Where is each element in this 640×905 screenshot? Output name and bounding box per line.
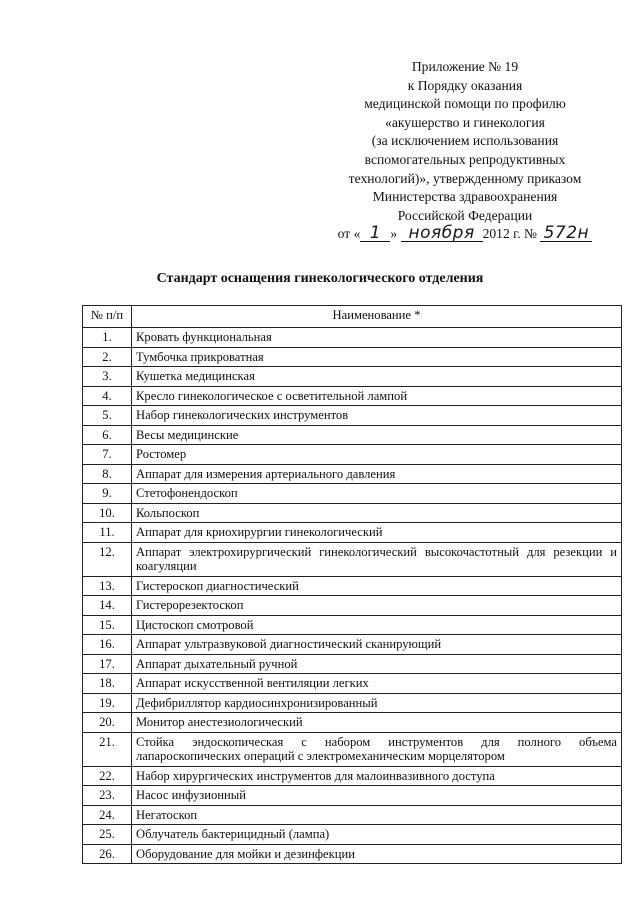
row-number: 10. [83,503,132,523]
row-number: 3. [83,367,132,387]
table-row [83,576,622,596]
year-text: 2012 г. № [482,226,537,242]
document-title: Стандарт оснащения гинекологического отделения [156,271,484,286]
row-number: 7. [83,445,132,465]
appendix-line: к Порядку оказания [407,77,523,93]
row-number: 17. [83,654,132,674]
row-name: Дефибриллятор кардиосинхронизированный [132,693,622,713]
table-row [83,615,622,635]
handwritten-order-number: 572н [540,225,592,242]
table-row [83,635,622,655]
date-mid: » [390,226,398,242]
handwritten-day: 1 [360,225,390,242]
row-number: 1. [83,328,132,348]
row-number: 8. [83,464,132,484]
appendix-line: Российской Федерации [397,207,533,223]
table-row [83,484,622,504]
equipment-table [82,305,622,864]
row-name: Гистерорезектоскоп [132,596,622,616]
row-name: Оборудование для мойки и дезинфекции [132,844,622,864]
table-row [83,596,622,616]
row-name: Аппарат дыхательный ручной [132,654,622,674]
date-prefix: от « [337,226,361,242]
row-number: 14. [83,596,132,616]
row-number: 15. [83,615,132,635]
row-name: Аппарат для криохирургии гинекологический [132,523,622,543]
row-number: 12. [83,542,132,576]
row-number: 6. [83,425,132,445]
table-row [83,406,622,426]
table-body [83,328,622,864]
row-number: 13. [83,576,132,596]
row-number: 25. [83,825,132,845]
table-row [83,367,622,387]
row-name: Аппарат электрохирургический гинекологический высокочастотный для резекции и коагуляции [132,542,622,576]
row-number: 5. [83,406,132,426]
row-name: Облучатель бактерицидный (лампа) [132,825,622,845]
appendix-line: технологий)», утвержденному приказом [348,170,582,186]
handwritten-month: ноября [401,225,483,242]
table-row [83,693,622,713]
row-number: 19. [83,693,132,713]
table-row [83,674,622,694]
appendix-line: Приложение № 19 [411,59,519,74]
table-row [83,328,622,348]
row-name: Кольпоскоп [132,503,622,523]
table-row [83,542,622,576]
row-number: 26. [83,844,132,864]
table-row [83,805,622,825]
row-name: Гистероскоп диагностический [132,576,622,596]
row-name: Цистоскоп смотровой [132,615,622,635]
row-name: Набор гинекологических инструментов [132,406,622,426]
row-name: Кушетка медицинская [132,367,622,387]
appendix-header [300,58,630,244]
row-number: 2. [83,347,132,367]
table-row [83,766,622,786]
table-row [83,425,622,445]
row-name: Насос инфузионный [132,786,622,806]
row-name: Ростомер [132,445,622,465]
appendix-line: «акушерство и гинекология [385,114,545,130]
row-name: Стойка эндоскопическая с набором инструментов для полного объема лапароскопических операций с электромеханическим морцелятором [132,732,622,766]
row-name: Монитор анестезиологический [132,713,622,733]
row-number: 16. [83,635,132,655]
table-row [83,347,622,367]
row-number: 18. [83,674,132,694]
appendix-line: медицинской помощи по профилю [364,96,566,112]
row-name: Кровать функциональная [132,328,622,348]
row-number: 20. [83,713,132,733]
table-row [83,732,622,766]
row-name: Набор хирургических инструментов для малоинвазивного доступа [132,766,622,786]
row-name: Тумбочка прикроватная [132,347,622,367]
appendix-line: вспомогательных репродуктивных [364,151,566,167]
table-row [83,523,622,543]
table-row [83,445,622,465]
table-row [83,386,622,406]
row-number: 22. [83,766,132,786]
row-name: Аппарат ультразвуковой диагностический сканирующий [132,635,622,655]
header-name: Наименование * [132,306,622,328]
row-number: 23. [83,786,132,806]
row-name: Стетофонендоскоп [132,484,622,504]
row-number: 21. [83,732,132,766]
appendix-line: Министерства здравоохранения [372,189,558,205]
table-row [83,654,622,674]
row-name: Весы медицинские [132,425,622,445]
table-row [83,844,622,864]
table-row [83,825,622,845]
row-number: 4. [83,386,132,406]
table-row [83,503,622,523]
row-number: 9. [83,484,132,504]
row-name: Аппарат искусственной вентиляции легких [132,674,622,694]
order-date-line [300,225,630,244]
row-name: Кресло гинекологическое с осветительной лампой [132,386,622,406]
table-row [83,786,622,806]
row-number: 11. [83,523,132,543]
header-number: № п/п [83,306,132,328]
row-name: Негатоскоп [132,805,622,825]
row-name: Аппарат для измерения артериального давления [132,464,622,484]
table-row [83,713,622,733]
table-row [83,464,622,484]
table-header-row [83,306,622,328]
appendix-line: (за исключением использования [371,133,559,149]
row-number: 24. [83,805,132,825]
